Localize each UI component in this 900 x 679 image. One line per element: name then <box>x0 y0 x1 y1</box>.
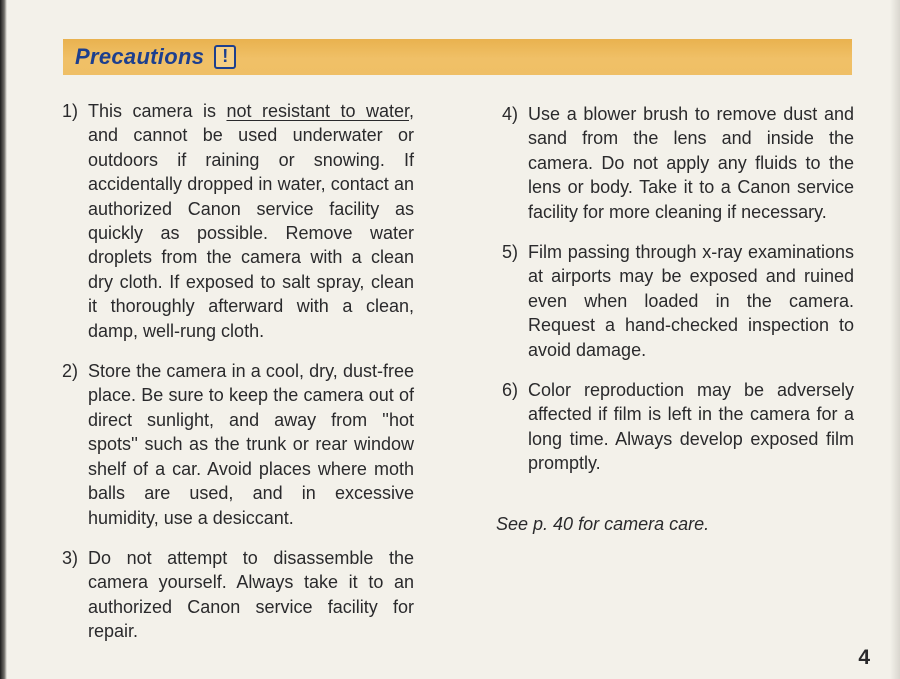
page-edge-right <box>890 0 900 679</box>
item-text: Use a blower brush to remove dust and sand from the lens and inside the camera. Do not apply any fluids to the lens or body. Take it to a Canon service facility for more cleaning if necessary. <box>528 104 854 222</box>
item-text: Store the camera in a cool, dry, dust-free place. Be sure to keep the camera out of direct sunlight, and away from ''hot spots'' such as the trunk or rear window shelf of a car. Avoid places where moth balls are used, and in excessive humidity, use a desiccant. <box>88 361 414 528</box>
item-text <box>88 99 414 343</box>
item-number: 1) <box>62 101 79 121</box>
item-text-start: This camera is <box>88 101 227 121</box>
item-text-rest: , and cannot be used underwater or outdoors if raining or snowing. If accidentally dropped in water, contact an authorized Canon service facility as quickly as possible. Remove water droplets from the camera with a clean dry cloth. If exposed to salt spray, clean it thoroughly afterward with a clean, damp, well-rung cloth. <box>88 101 415 341</box>
item-text: Color reproduction may be adversely affected if film is left in the camera for a long time. Always develop exposed film promptly. <box>528 380 854 474</box>
page-number: 4 <box>858 646 870 669</box>
page-edge-shadow <box>0 0 7 679</box>
section-header-bar <box>63 39 852 75</box>
precaution-item-1 <box>62 99 414 343</box>
precaution-item-2 <box>62 359 414 530</box>
section-title: Precautions <box>75 44 205 69</box>
precaution-item-3 <box>62 546 414 644</box>
item-number: 5) <box>502 242 519 263</box>
caution-icon: ! <box>214 45 236 69</box>
item-number: 6) <box>502 380 519 401</box>
camera-care-reference: See p. 40 for camera care. <box>496 514 710 534</box>
item-number: 4) <box>502 104 519 124</box>
item-text: Film passing through x-ray examinations at airports may be exposed and ruined even when loaded in the camera. Request a hand-checked inspection to avoid damage. <box>528 242 854 360</box>
left-column <box>62 99 414 660</box>
underlined-warning: not resistant to water <box>226 101 409 121</box>
item-number: 2) <box>62 361 79 382</box>
right-column <box>502 102 854 492</box>
precaution-item-4 <box>502 102 854 224</box>
precaution-item-6 <box>502 378 854 476</box>
precaution-item-5 <box>502 240 854 362</box>
item-number: 3) <box>62 547 79 568</box>
item-text: Do not attempt to disassemble the camera yourself. Always take it to an authorized Canon service facility for repair. <box>88 547 414 642</box>
